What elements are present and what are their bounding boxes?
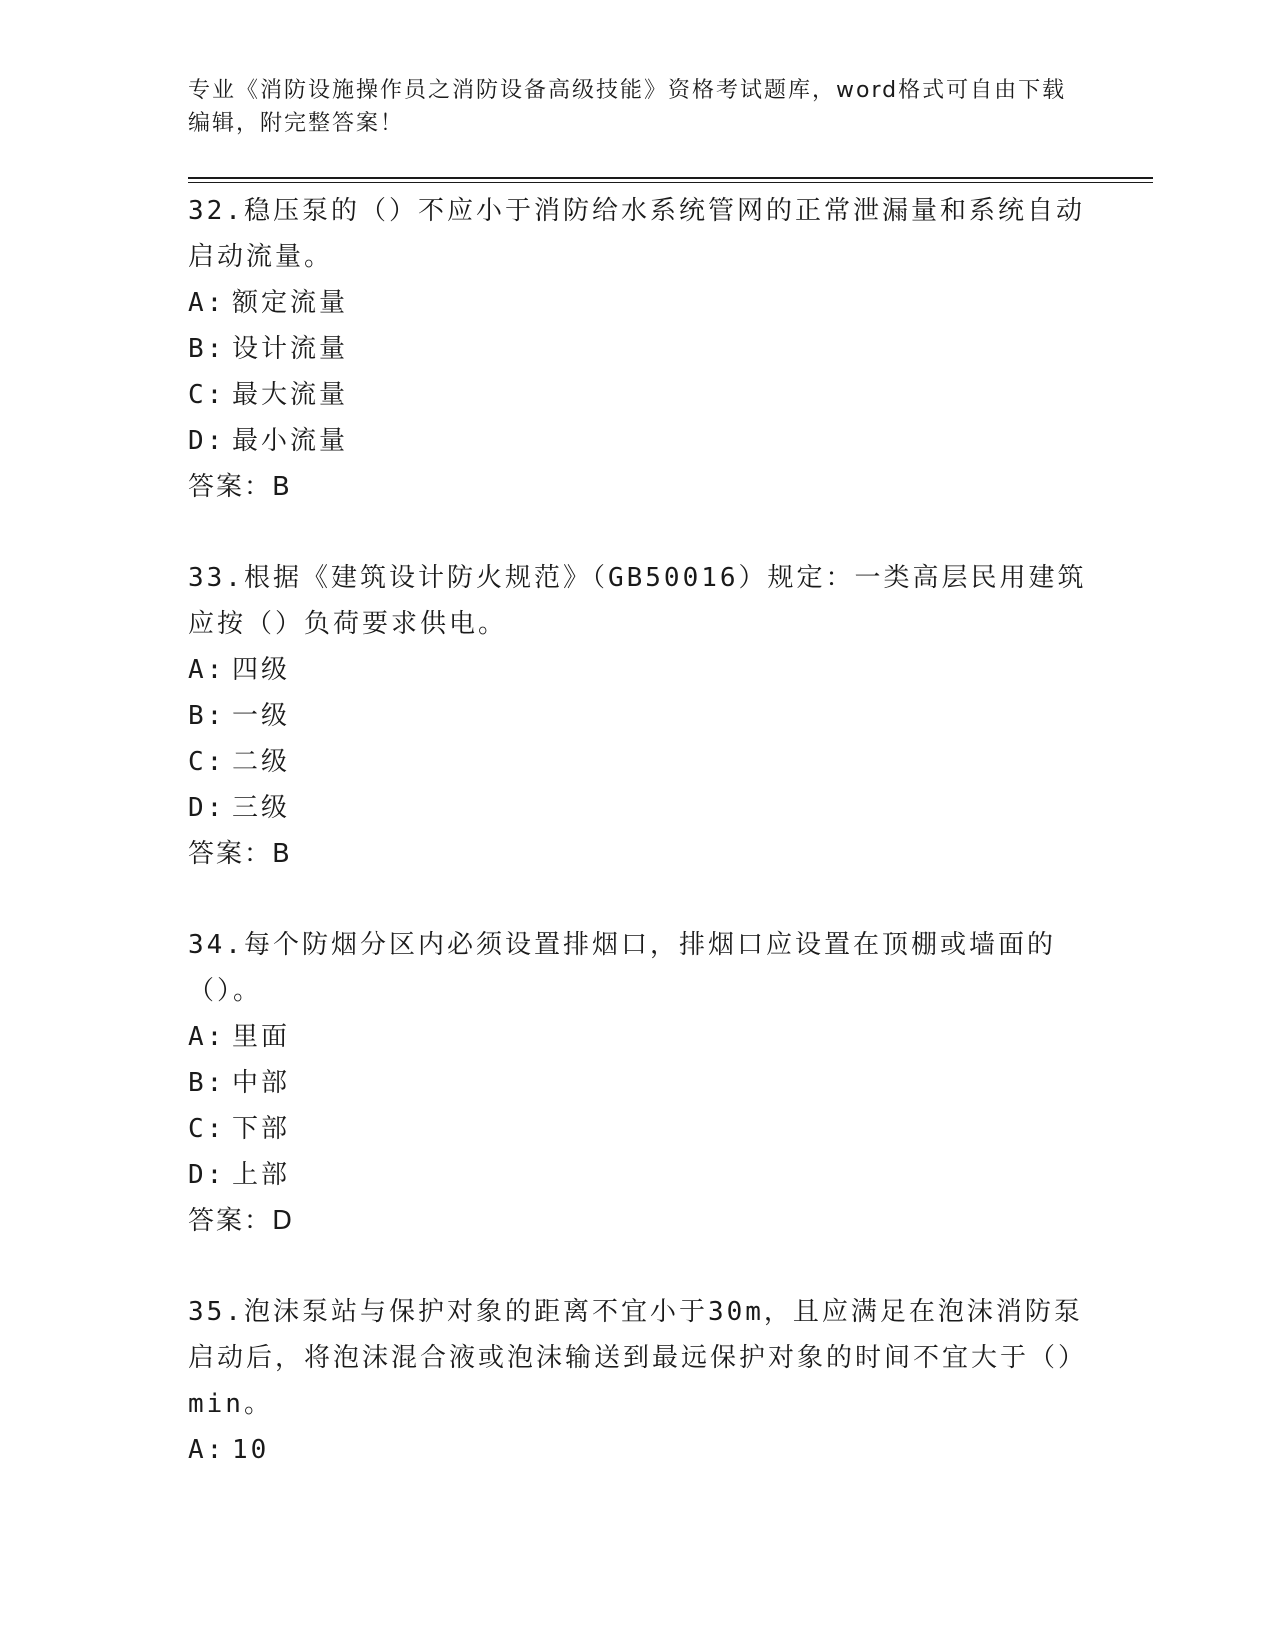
option-d	[188, 1152, 1088, 1198]
option-letter: C:	[188, 747, 226, 777]
option-text: 额定流量	[232, 288, 349, 318]
question-32	[188, 188, 1088, 510]
option-d	[188, 785, 1088, 831]
question-text: 32.稳压泵的（）不应小于消防给水系统管网的正常泄漏量和系统自动启动流量。	[188, 196, 1085, 272]
option-letter: D:	[188, 793, 226, 823]
header-note: 专业《消防设施操作员之消防设备高级技能》资格考试题库，word格式可自由下载编辑，附完整答案！	[188, 78, 1067, 136]
option-c	[188, 739, 1088, 785]
option-letter: D:	[188, 1160, 226, 1190]
option-text: 最小流量	[232, 426, 349, 456]
option-text: 10	[232, 1435, 270, 1465]
option-text: 三级	[232, 793, 291, 823]
option-text: 二级	[232, 747, 291, 777]
option-a	[188, 1014, 1088, 1060]
header-divider-thin	[188, 182, 1153, 183]
option-text: 中部	[232, 1068, 291, 1098]
option-b	[188, 1060, 1088, 1106]
option-text: 设计流量	[232, 334, 349, 364]
header-divider-thick	[188, 177, 1153, 179]
option-text: 下部	[232, 1114, 291, 1144]
option-letter: C:	[188, 380, 226, 410]
question-list	[188, 188, 1088, 1518]
option-a	[188, 1427, 1088, 1473]
option-c	[188, 1106, 1088, 1152]
option-letter: A:	[188, 655, 226, 685]
option-letter: B:	[188, 701, 226, 731]
option-d	[188, 418, 1088, 464]
question-text: 33.根据《建筑设计防火规范》（GB50016）规定：一类高层民用建筑应按（）负荷要求供电。	[188, 563, 1087, 639]
option-letter: A:	[188, 1435, 226, 1465]
option-letter: B:	[188, 334, 226, 364]
question-35	[188, 1289, 1088, 1473]
question-34	[188, 922, 1088, 1244]
option-a	[188, 280, 1088, 326]
option-c	[188, 372, 1088, 418]
option-letter: A:	[188, 288, 226, 318]
option-text: 最大流量	[232, 380, 349, 410]
answer: 答案：D	[188, 1206, 295, 1236]
option-text: 四级	[232, 655, 291, 685]
option-letter: A:	[188, 1022, 226, 1052]
option-text: 一级	[232, 701, 291, 731]
option-letter: D:	[188, 426, 226, 456]
question-33	[188, 555, 1088, 877]
option-text: 上部	[232, 1160, 291, 1190]
option-b	[188, 693, 1088, 739]
option-a	[188, 647, 1088, 693]
question-text: 35.泡沫泵站与保护对象的距离不宜小于30m，且应满足在泡沫消防泵启动后，将泡沫混合液或泡沫输送到最远保护对象的时间不宜大于（）min。	[188, 1297, 1088, 1419]
option-letter: B:	[188, 1068, 226, 1098]
option-text: 里面	[232, 1022, 291, 1052]
question-text: 34.每个防烟分区内必须设置排烟口，排烟口应设置在顶棚或墙面的（）。	[188, 930, 1056, 1006]
option-b	[188, 326, 1088, 372]
option-letter: C:	[188, 1114, 226, 1144]
answer: 答案：B	[188, 472, 292, 502]
answer: 答案：B	[188, 839, 292, 869]
